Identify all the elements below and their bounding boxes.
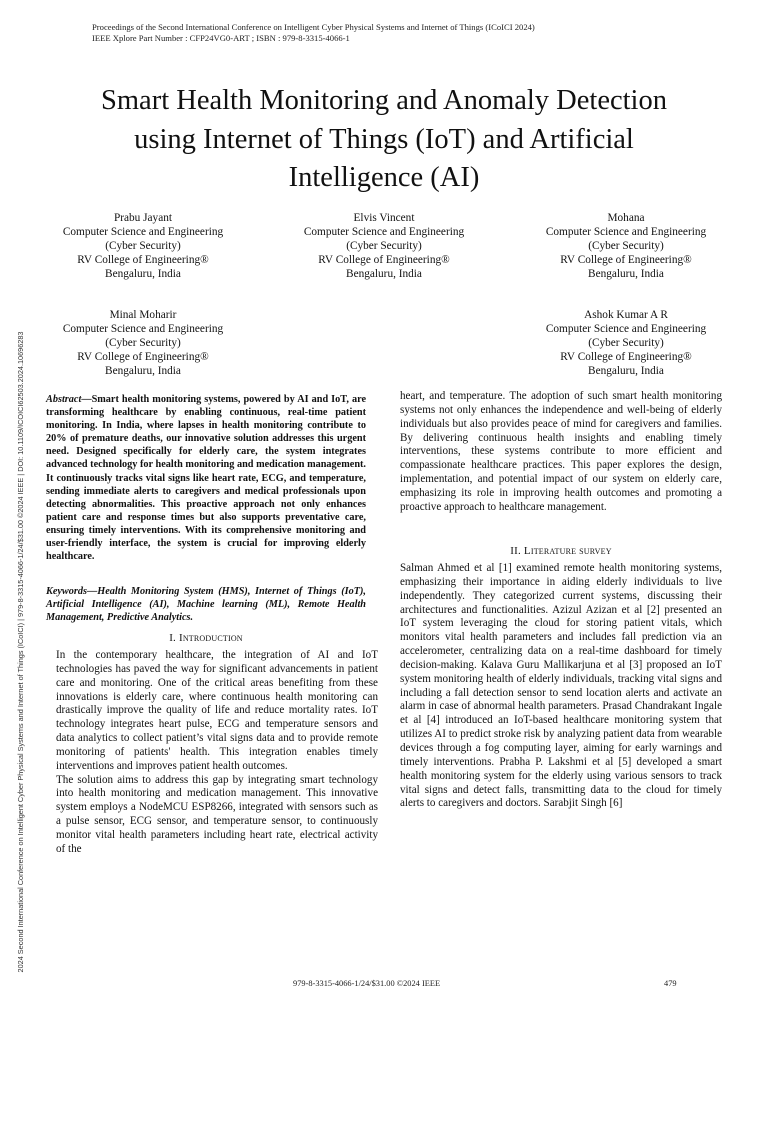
section-title: Introduction: [178, 632, 243, 644]
sidebar-region: [0, 0, 30, 1024]
author-city: Bengaluru, India: [105, 365, 181, 377]
title-line-3: Intelligence (AI): [288, 162, 480, 193]
author-name: Elvis Vincent: [353, 212, 415, 224]
author-spec: (Cyber Security): [588, 337, 664, 349]
section-number: I.: [169, 632, 179, 644]
author-block: [33, 308, 253, 378]
section-heading: [46, 632, 366, 645]
author-dept: Computer Science and Engineering: [545, 226, 707, 238]
page-number: 479: [664, 979, 677, 988]
author-spec: (Cyber Security): [588, 240, 664, 252]
paragraph: heart, and temperature. The adoption of such smart health monitoring systems not only enhances the independence and well-being of elderly individuals but also provides peace of mind for caregivers and families. By delivering continuous health insights and enabling timely interventions, these systems contribute to more efficient and compassionate healthcare practices. This paper explores the design, implementation, and potential impact of our system on elderly care, emphasizing its role in improving health outcomes and promoting a proactive approach to healthcare management.: [400, 390, 722, 513]
author-college: RV College of Engineering®: [318, 254, 450, 266]
title-line-1: Smart Health Monitoring and Anomaly Detection: [101, 85, 667, 116]
abstract-label: Abstract: [46, 394, 82, 405]
author-block: [516, 211, 736, 281]
author-city: Bengaluru, India: [105, 268, 181, 280]
section-number: II.: [510, 545, 524, 557]
author-name: Mohana: [607, 212, 645, 224]
keywords: Keywords—Health Monitoring System (HMS), Internet of Things (IoT), Artificial Intelligence (AI), Machine learning (ML), Remote Health Management, Predictive Analytics.: [46, 586, 366, 624]
section-title: Literature survey: [523, 545, 612, 557]
author-spec: (Cyber Security): [346, 240, 422, 252]
paragraph: The solution aims to address this gap by integrating smart technology into health monitoring and medication management. This innovative system employs a NodeMCU ESP8266, integrated with sensors such as a pulse sensor, ECG sensor, and temperature sensor, to continuously monitor vital health parameters including heart rate, electrical activity of the: [56, 773, 378, 855]
author-college: RV College of Engineering®: [77, 351, 209, 363]
author-name: Ashok Kumar A R: [584, 309, 668, 321]
author-college: RV College of Engineering®: [560, 254, 692, 266]
paragraph: In the contemporary healthcare, the integration of AI and IoT technologies has paved the way for significant advancements in patient care and monitoring. One of the critical areas benefiting from these innovations is elderly care, where continuous health monitoring can drastically improve the quality of life and reduce mortality rates. IoT technology integrates heart pulse, ECG and temperature sensors and data analytics to collect patient’s vital signs data and to provide remote monitoring of patients' health. This integration enables timely interventions and improves patient health outcomes.: [56, 649, 378, 772]
section-heading: [400, 545, 722, 558]
ieee-xplore-line: IEEE Xplore Part Number : CFP24VG0-ART ; ISBN : 979-8-3315-4066-1: [92, 33, 350, 43]
right-col-cont: [400, 390, 722, 515]
author-block: [33, 211, 253, 281]
author-dept: Computer Science and Engineering: [545, 323, 707, 335]
author-name: Prabu Jayant: [113, 212, 173, 224]
author-spec: (Cyber Security): [105, 240, 181, 252]
paragraph: Salman Ahmed et al [1] examined remote health monitoring systems, emphasizing their importance in aiding elderly individuals to live independently. They categorized current systems, discussing their architectures and functionalities. Azizul Azizan et al [2] presented an IoT system leveraging the cloud for storing patient vitals, which monitors vital health parameters and includes fall prediction via an accelerometer, centralizing data on a real-time dashboard for timely decision-making. Kalava Guru Mallikarjuna et al [3] proposed an IoT system monitoring health of elderly individuals, tracking vital signs and including a fall detection sensor to send location alerts and activate an alarm in case of abnormal health parameters. Prasad Chandrakant Ingale et al [4] introduced an IoT-based healthcare monitoring system that utilizes AI to predict stroke risk by analyzing patient data from wearable devices through a fog computing layer, aiming for early warnings and timely interventions. Prabha P. Lakshmi et al [5] developed a smart health monitoring system for the elderly using various sensors to track vital signs and detect falls, transmitting data to the cloud for timely alerts to caregivers and doctors. Sarabjit Singh [6]: [400, 562, 722, 810]
author-dept: Computer Science and Engineering: [62, 226, 224, 238]
sidebar-citation: 2024 Second International Conference on Intelligent Cyber Physical Systems and Internet of Things (ICoICI) | 979-8-3315-4066-1/24/$31.00 ©2024 IEEE | DOI: 10.1109/ICOICI62503.2024.10696283: [16, 331, 25, 973]
author-block: [274, 211, 494, 281]
author-city: Bengaluru, India: [346, 268, 422, 280]
author-name: Minal Moharir: [109, 309, 177, 321]
author-block: [516, 308, 736, 378]
paper-title: [40, 82, 728, 198]
author-dept: Computer Science and Engineering: [62, 323, 224, 335]
author-college: RV College of Engineering®: [77, 254, 209, 266]
author-city: Bengaluru, India: [588, 268, 664, 280]
proceedings-header: [92, 22, 535, 44]
author-city: Bengaluru, India: [588, 365, 664, 377]
proceedings-line: Proceedings of the Second International Conference on Intelligent Cyber Physical Systems and Internet of Things (ICoICI 2024): [92, 22, 535, 32]
intro-body: [56, 649, 378, 857]
footer-copyright: 979-8-3315-4066-1/24/$31.00 ©2024 IEEE: [293, 979, 441, 988]
author-college: RV College of Engineering®: [560, 351, 692, 363]
author-spec: (Cyber Security): [105, 337, 181, 349]
title-line-2: using Internet of Things (IoT) and Artificial: [134, 123, 634, 155]
abstract: [46, 393, 366, 563]
author-dept: Computer Science and Engineering: [303, 226, 465, 238]
abstract-text: —Smart health monitoring systems, powered by AI and IoT, are transforming healthcare by enabling continuous, real-time patient monitoring. In India, where lapses in health monitoring contribute to 20% of premature deaths, our innovative solution addresses this urgent need. Designed specifically for elderly care, the system integrates advanced technology for health monitoring and medication management. It continuously tracks vital signs like heart rate, ECG, and temperature, sending immediate alerts to caregivers and medical professionals upon detecting abnormalities. This proactive approach not only enhances patient care and response times but also supports preventative care, ensuring timely interventions. With its comprehensive monitoring and user-friendly interface, the system is crucial for improving elderly healthcare.: [46, 394, 366, 563]
literature-body: [400, 562, 722, 811]
